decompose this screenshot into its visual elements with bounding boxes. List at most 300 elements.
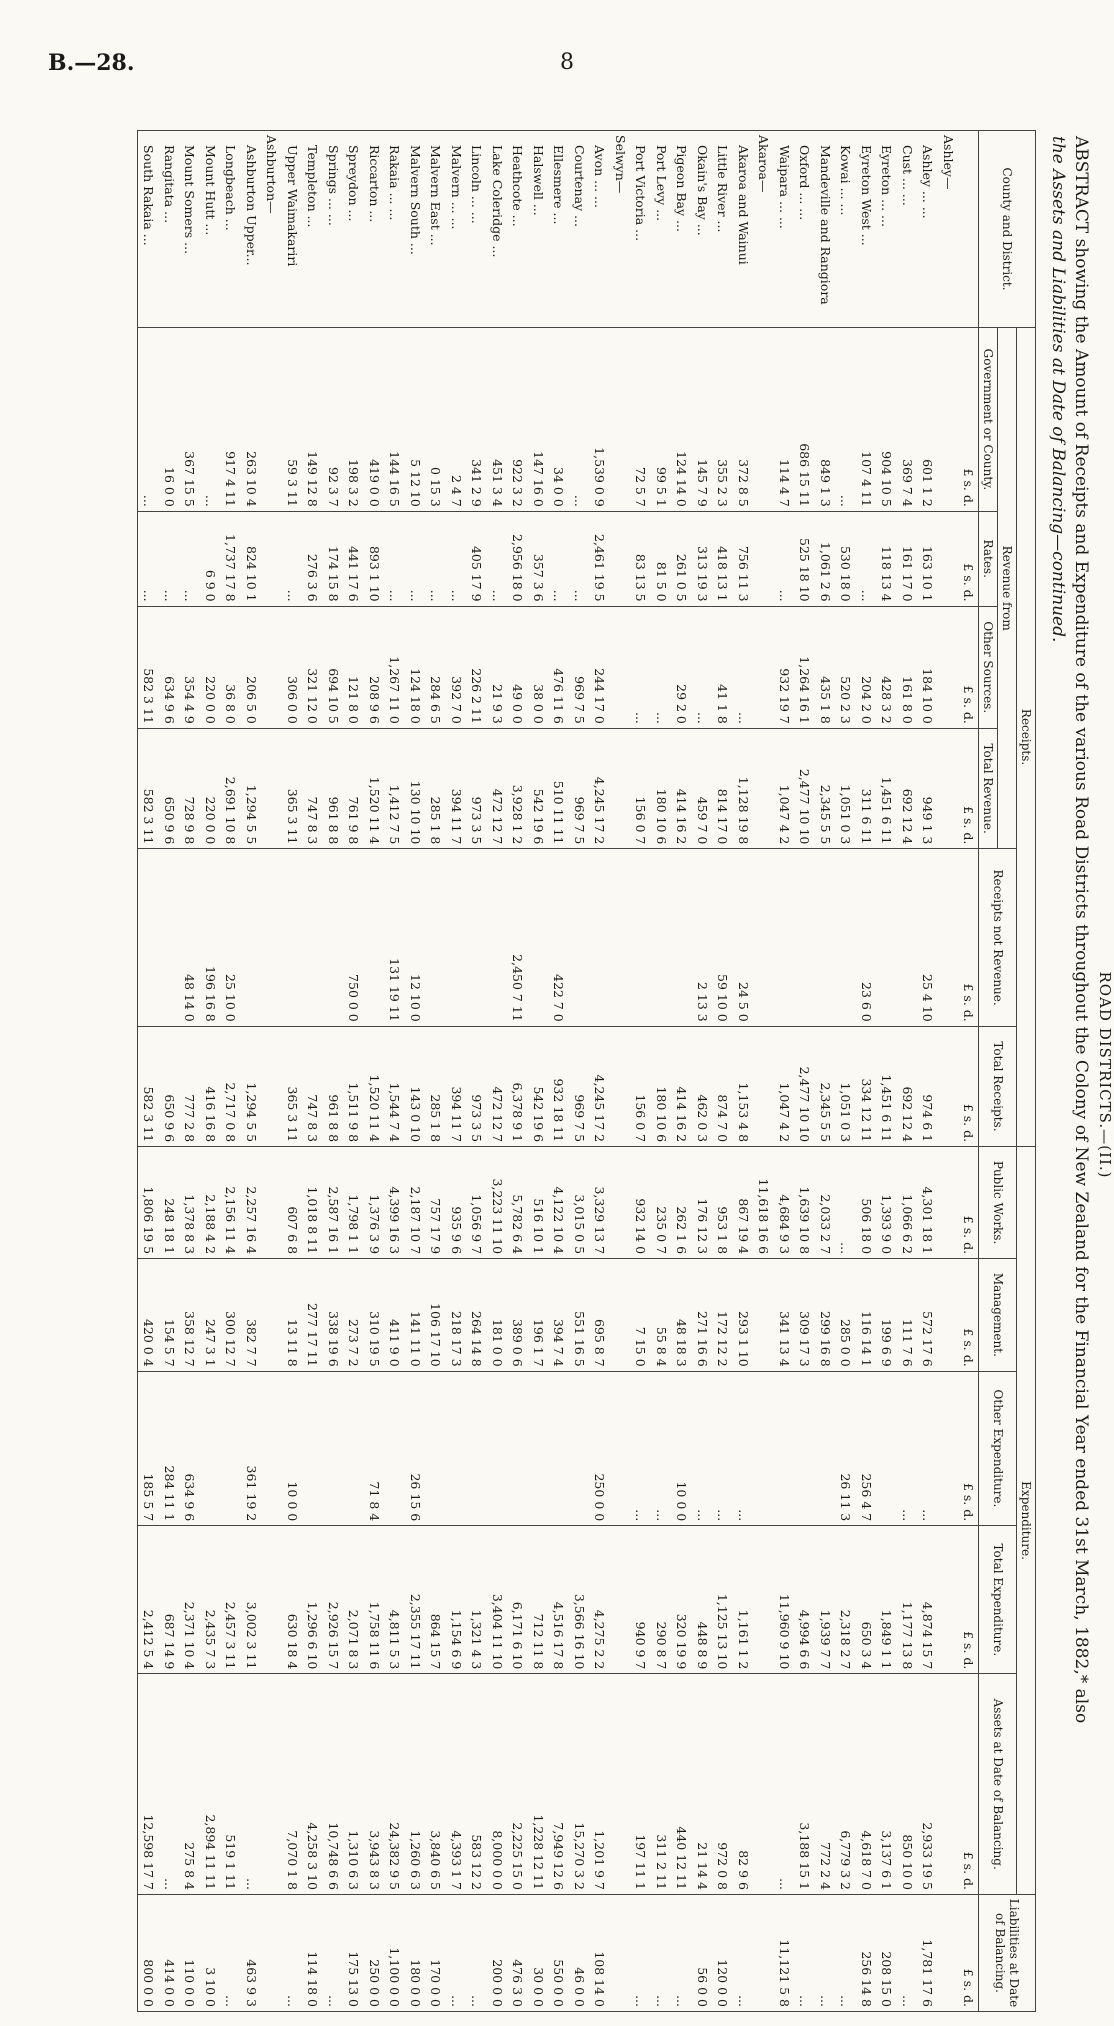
table-cell: ... <box>199 328 220 512</box>
table-cell: ... <box>732 606 753 728</box>
table-cell <box>281 849 302 1026</box>
table-cell <box>609 1026 630 1146</box>
table-cell: 180 10 6 <box>650 728 671 849</box>
district-name: Malvern East ... <box>425 131 446 328</box>
table-cell: 7 15 0 <box>630 1259 651 1372</box>
table-cell: 206 5 0 <box>240 606 261 728</box>
table-row <box>589 131 610 2012</box>
table-cell: 712 11 8 <box>527 1526 548 1674</box>
table-row <box>896 131 917 2012</box>
table-cell <box>753 606 774 728</box>
table-cell: 1,154 6 9 <box>445 1526 466 1674</box>
table-cell: 120 0 0 <box>712 1895 733 2012</box>
subtitle-line-2: the Assets and Liabilities at Date of Balancing—continued. <box>1048 136 1069 643</box>
unit-label: £ s. d. <box>958 1526 979 1674</box>
table-cell <box>650 849 671 1026</box>
table-cell: 516 10 1 <box>527 1147 548 1259</box>
table-cell: ... <box>835 328 856 512</box>
table-row <box>404 131 425 2012</box>
table-cell: 1,412 7 5 <box>384 728 405 849</box>
table-cell: ... <box>630 606 651 728</box>
table-row <box>240 131 261 2012</box>
table-cell: 582 3 11 <box>137 606 158 728</box>
table-cell: 428 3 2 <box>876 606 897 728</box>
table-cell <box>445 1371 466 1526</box>
table-cell: 365 3 11 <box>281 728 302 849</box>
table-cell: 932 18 11 <box>548 1026 569 1146</box>
table-cell: 261 0 5 <box>671 511 692 606</box>
table-body <box>137 131 979 2012</box>
table-cell <box>363 849 384 1026</box>
table-cell <box>753 1674 774 1895</box>
table-cell: ... <box>794 1895 815 2012</box>
table-cell: 26 15 6 <box>404 1371 425 1526</box>
table-cell: ... <box>158 511 179 606</box>
table-cell: 3,015 0 5 <box>568 1147 589 1259</box>
table-cell: 694 10 5 <box>322 606 343 728</box>
table-cell: 2,412 5 4 <box>137 1526 158 1674</box>
table-cell: 2,461 19 5 <box>589 511 610 606</box>
table-cell <box>445 849 466 1026</box>
unit-label: £ s. d. <box>958 511 979 606</box>
table-cell: 4,122 10 4 <box>548 1147 569 1259</box>
table-cell: ... <box>220 1895 241 2012</box>
table-cell: ... <box>425 511 446 606</box>
table-cell: 530 18 0 <box>835 511 856 606</box>
table-cell <box>137 849 158 1026</box>
county-row <box>753 131 774 2012</box>
table-cell: 1,520 11 4 <box>363 1026 384 1146</box>
table-cell <box>261 328 282 512</box>
table-cell <box>261 1259 282 1372</box>
col-government: Government or County. <box>979 328 998 512</box>
table-cell: 1,047 4 2 <box>773 728 794 849</box>
table-cell: 864 15 7 <box>425 1526 446 1674</box>
table-cell: 38 0 0 <box>527 606 548 728</box>
table-cell: 161 8 0 <box>896 606 917 728</box>
table-cell: ... <box>568 328 589 512</box>
table-cell: 145 7 9 <box>691 328 712 512</box>
table-cell: 687 14 9 <box>158 1526 179 1674</box>
table-row <box>876 131 897 2012</box>
unit-label: £ s. d. <box>958 1147 979 1259</box>
table-cell: 3,404 11 10 <box>486 1526 507 1674</box>
table-cell: 922 3 2 <box>507 328 528 512</box>
table-cell: 634 9 6 <box>158 606 179 728</box>
table-cell: 414 16 2 <box>671 1026 692 1146</box>
table-cell: 144 16 5 <box>384 328 405 512</box>
unit-label: £ s. d. <box>958 1674 979 1895</box>
table-cell: 961 8 8 <box>322 728 343 849</box>
table-cell: 1,310 6 3 <box>343 1674 364 1895</box>
table-cell: 285 0 0 <box>835 1259 856 1372</box>
table-cell: ... <box>773 511 794 606</box>
table-cell: 2,355 17 11 <box>404 1526 425 1674</box>
unit-label: £ s. d. <box>958 849 979 1026</box>
table-cell: 29 2 0 <box>671 606 692 728</box>
table-cell <box>937 1026 958 1146</box>
table-cell: 583 12 2 <box>466 1674 487 1895</box>
table-cell: 357 3 6 <box>527 511 548 606</box>
district-name: Upper Waimakariri <box>281 131 302 328</box>
table-cell <box>937 606 958 728</box>
table-row <box>302 131 323 2012</box>
table-cell: 973 3 5 <box>466 728 487 849</box>
table-cell: 394 11 7 <box>445 728 466 849</box>
table-cell: 256 14 8 <box>855 1895 876 2012</box>
table-cell <box>261 1895 282 2012</box>
table-cell <box>937 1895 958 2012</box>
table-cell <box>343 1371 364 1526</box>
table-cell: 441 17 6 <box>343 511 364 606</box>
table-cell: 551 16 5 <box>568 1259 589 1372</box>
table-cell: 361 19 2 <box>240 1371 261 1526</box>
table-row <box>671 131 692 2012</box>
table-cell: ... <box>466 1895 487 2012</box>
district-name: Okain's Bay ... <box>691 131 712 328</box>
table-cell: 747 8 3 <box>302 1026 323 1146</box>
county-name: Selwyn— <box>609 131 630 328</box>
table-cell: 16 0 0 <box>158 328 179 512</box>
table-cell <box>507 1371 528 1526</box>
district-name: Riccarton ... <box>363 131 384 328</box>
table-cell: 932 14 0 <box>630 1147 651 1259</box>
table-cell <box>261 1147 282 1259</box>
table-cell: 114 4 7 <box>773 328 794 512</box>
table-cell: 1,051 0 3 <box>835 728 856 849</box>
table-cell <box>199 1371 220 1526</box>
district-name: South Rakaia ... <box>137 131 158 328</box>
table-cell <box>425 849 446 1026</box>
table-cell <box>753 328 774 512</box>
table-cell: 10,748 6 6 <box>322 1674 343 1895</box>
table-cell <box>261 1026 282 1146</box>
table-cell <box>609 1371 630 1526</box>
table-cell: 290 8 7 <box>650 1526 671 1674</box>
table-cell: 149 12 8 <box>302 328 323 512</box>
table-cell: 1,177 13 8 <box>896 1526 917 1674</box>
table-cell: 1,758 11 6 <box>363 1526 384 1674</box>
table-cell: 21 14 4 <box>691 1674 712 1895</box>
table-cell: 293 1 10 <box>732 1259 753 1372</box>
table-cell: 974 6 1 <box>917 1026 938 1146</box>
col-district: County and District. <box>979 131 1036 328</box>
table-cell: 156 0 7 <box>630 1026 651 1146</box>
unit-label: £ s. d. <box>958 1026 979 1146</box>
table-cell: 1,539 0 9 <box>589 328 610 512</box>
table-cell: 728 9 8 <box>179 728 200 849</box>
table-cell: 306 0 0 <box>281 606 302 728</box>
table-cell: 1,376 3 9 <box>363 1147 384 1259</box>
subtitle-line-1: ABSTRACT showing the Amount of Receipts and Expenditure of the various Road Districts throughout the Colony of New Zealand for the Financial Year ended 31st March, 1882,* also <box>1071 136 1091 1724</box>
table-cell: ... <box>917 1371 938 1526</box>
table-cell: 1,267 11 0 <box>384 606 405 728</box>
table-cell <box>527 1371 548 1526</box>
table-cell: 917 4 11 <box>220 328 241 512</box>
table-cell: 220 0 0 <box>199 606 220 728</box>
table-cell: 2,257 16 4 <box>240 1147 261 1259</box>
table-cell: 250 0 0 <box>589 1371 610 1526</box>
table-cell: 250 0 0 <box>363 1895 384 2012</box>
table-cell: ... <box>773 1674 794 1895</box>
table-cell: 59 3 11 <box>281 328 302 512</box>
col-liabilities: Liabilities at Date of Balancing. <box>979 1895 1036 2012</box>
col-other-sources: Other Sources. <box>979 606 998 728</box>
district-name: Lincoln ... ... <box>466 131 487 328</box>
table-cell <box>753 1026 774 1146</box>
table-cell: 2,071 8 3 <box>343 1526 364 1674</box>
table-cell: 949 1 3 <box>917 728 938 849</box>
table-cell <box>937 1259 958 1372</box>
table-cell: 506 18 0 <box>855 1147 876 1259</box>
table-cell: 392 7 0 <box>445 606 466 728</box>
table-cell <box>609 1674 630 1895</box>
district-name: Eyreton ... ... <box>876 131 897 328</box>
table-cell: 199 6 9 <box>876 1259 897 1372</box>
table-cell: 121 8 0 <box>343 606 364 728</box>
table-cell: 200 0 0 <box>486 1895 507 2012</box>
table-cell: 59 10 0 <box>712 849 733 1026</box>
table-cell: 198 3 2 <box>343 328 364 512</box>
col-other-expenditure: Other Expenditure. <box>979 1371 1017 1526</box>
table-cell: ... <box>855 511 876 606</box>
table-cell <box>937 511 958 606</box>
table-cell: 1,260 6 3 <box>404 1674 425 1895</box>
table-cell <box>302 849 323 1026</box>
table-cell: 440 12 11 <box>671 1674 692 1895</box>
table-cell <box>609 606 630 728</box>
table-cell: 582 3 11 <box>137 1026 158 1146</box>
col-total-receipts: Total Receipts. <box>979 1026 1017 1146</box>
table-row <box>158 131 179 2012</box>
table-cell: 695 8 7 <box>589 1259 610 1372</box>
district-name: Templeton ... <box>302 131 323 328</box>
table-cell: 4,994 6 6 <box>794 1526 815 1674</box>
table-cell: 969 7 5 <box>568 606 589 728</box>
table-cell <box>753 728 774 849</box>
table-cell: 814 17 0 <box>712 728 733 849</box>
table-cell: 750 0 0 <box>343 849 364 1026</box>
table-cell: ... <box>896 1895 917 2012</box>
table-cell: 99 5 1 <box>650 328 671 512</box>
district-name: Springs ... ... <box>322 131 343 328</box>
district-name: Port Victoria ... <box>630 131 651 328</box>
district-name: Oxford ... ... <box>794 131 815 328</box>
table-cell: 196 1 7 <box>527 1259 548 1372</box>
table-cell <box>261 511 282 606</box>
table-cell: 114 18 0 <box>302 1895 323 2012</box>
table-cell: ... <box>158 1674 179 1895</box>
table-cell: 369 7 4 <box>896 328 917 512</box>
table-cell <box>261 728 282 849</box>
table-cell: ... <box>548 511 569 606</box>
table-cell: 772 2 4 <box>814 1674 835 1895</box>
table-cell: 72 5 7 <box>630 328 651 512</box>
table-cell: 25 10 0 <box>220 849 241 1026</box>
table-cell: 953 1 8 <box>712 1147 733 1259</box>
table-cell: 235 0 7 <box>650 1147 671 1259</box>
table-cell: 338 19 6 <box>322 1259 343 1372</box>
table-cell <box>609 849 630 1026</box>
page-reference: B.—28. <box>48 50 135 76</box>
table-cell: 756 11 3 <box>732 511 753 606</box>
table-cell: 1,511 9 8 <box>343 1026 364 1146</box>
district-name: Little River ... <box>712 131 733 328</box>
table-cell: 108 14 0 <box>589 1895 610 2012</box>
road-districts-table <box>137 130 1037 2012</box>
table-cell: 248 18 1 <box>158 1147 179 1259</box>
table-cell: 161 17 0 <box>896 511 917 606</box>
table-cell: 1,544 7 4 <box>384 1026 405 1146</box>
table-cell: 510 11 11 <box>548 728 569 849</box>
table-cell: 1,294 5 5 <box>240 1026 261 1146</box>
table-cell <box>876 1371 897 1526</box>
table-cell: 650 9 6 <box>158 1026 179 1146</box>
table-cell: 170 0 0 <box>425 1895 446 2012</box>
table-cell: 81 5 0 <box>650 511 671 606</box>
table-cell: 601 1 2 <box>917 328 938 512</box>
table-cell <box>302 1371 323 1526</box>
table-cell <box>609 1895 630 2012</box>
table-cell: 1,128 19 8 <box>732 728 753 849</box>
table-cell: 2,894 11 11 <box>199 1674 220 1895</box>
table-cell: 124 14 0 <box>671 328 692 512</box>
table-cell: 476 3 0 <box>507 1895 528 2012</box>
table-row <box>384 131 405 2012</box>
table-cell <box>937 1674 958 1895</box>
table-cell: 2,318 2 7 <box>835 1526 856 1674</box>
district-name: Rangitata ... <box>158 131 179 328</box>
table-cell <box>937 1526 958 1674</box>
unit-label: £ s. d. <box>958 728 979 849</box>
district-name: Spreydon ... <box>343 131 364 328</box>
table-cell: ... <box>712 1371 733 1526</box>
table-cell: 6,171 6 10 <box>507 1526 528 1674</box>
table-cell: 175 13 0 <box>343 1895 364 2012</box>
table-cell <box>466 1371 487 1526</box>
table-cell <box>937 849 958 1026</box>
table-cell: 21 9 3 <box>486 606 507 728</box>
table-cell <box>937 328 958 512</box>
table-cell: ... <box>240 1674 261 1895</box>
district-name: Port Levy ... <box>650 131 671 328</box>
table-cell: ... <box>445 1895 466 2012</box>
table-cell: ... <box>137 511 158 606</box>
table-cell: 1,378 8 3 <box>179 1147 200 1259</box>
table-cell: 650 9 6 <box>158 728 179 849</box>
table-cell: 542 19 6 <box>527 1026 548 1146</box>
table-cell: 1,806 19 5 <box>137 1147 158 1259</box>
table-cell: 416 16 8 <box>199 1026 220 1146</box>
table-cell: 1,100 0 0 <box>384 1895 405 2012</box>
table-cell: 1,451 6 11 <box>876 728 897 849</box>
table-row <box>445 131 466 2012</box>
table-cell: 154 5 7 <box>158 1259 179 1372</box>
table-cell <box>261 606 282 728</box>
table-cell: 634 9 6 <box>179 1371 200 1526</box>
table-cell: 313 19 3 <box>691 511 712 606</box>
table-cell: 372 8 5 <box>732 328 753 512</box>
table-cell: 650 3 4 <box>855 1526 876 1674</box>
table-cell: 525 18 10 <box>794 511 815 606</box>
table-cell: 757 17 9 <box>425 1147 446 1259</box>
table-cell: 354 4 9 <box>179 606 200 728</box>
table-cell <box>425 1371 446 1526</box>
district-name: Avon ... ... <box>589 131 610 328</box>
table-cell: 6 9 0 <box>199 511 220 606</box>
table-cell: 4,874 15 7 <box>917 1526 938 1674</box>
table-cell: 932 19 7 <box>773 606 794 728</box>
table-cell <box>876 849 897 1026</box>
table-cell: 472 12 7 <box>486 728 507 849</box>
table-cell: 34 0 0 <box>548 328 569 512</box>
table-cell: 341 2 9 <box>466 328 487 512</box>
table-cell: 4,399 16 3 <box>384 1147 405 1259</box>
table-cell: 6,779 3 2 <box>835 1674 856 1895</box>
table-cell: 1,781 17 6 <box>917 1895 938 2012</box>
table-row <box>425 131 446 2012</box>
col-rates: Rates. <box>979 511 998 606</box>
table-cell: 435 1 8 <box>814 606 835 728</box>
table-cell: 542 19 6 <box>527 728 548 849</box>
table-cell: 2,345 5 5 <box>814 1026 835 1146</box>
col-total-expenditure: Total Expenditure. <box>979 1526 1017 1674</box>
table-cell: 7,070 1 8 <box>281 1674 302 1895</box>
table-cell <box>753 1895 774 2012</box>
district-name: Kowai ... ... <box>835 131 856 328</box>
district-name: Lake Coleridge ... <box>486 131 507 328</box>
table-row <box>343 131 364 2012</box>
table-cell: 3 10 0 <box>199 1895 220 2012</box>
table-cell: 262 1 6 <box>671 1147 692 1259</box>
table-cell: 180 10 6 <box>650 1026 671 1146</box>
table-cell: 208 15 0 <box>876 1895 897 2012</box>
unit-label: £ s. d. <box>958 606 979 728</box>
table-cell: 1,201 9 7 <box>589 1674 610 1895</box>
table-cell: 11,960 9 10 <box>773 1526 794 1674</box>
unit-label: £ s. d. <box>958 1371 979 1526</box>
table-cell: 311 2 11 <box>650 1674 671 1895</box>
table-title: ROAD DISTRICTS.—(II.) <box>1096 971 1114 1179</box>
table-cell <box>609 1147 630 1259</box>
table-cell: 300 12 7 <box>220 1259 241 1372</box>
table-cell: 197 11 1 <box>630 1674 651 1895</box>
table-cell: 850 10 0 <box>896 1674 917 1895</box>
col-public-works: Public Works. <box>979 1147 1017 1259</box>
table-cell: 124 18 0 <box>404 606 425 728</box>
district-name: Akaroa and Wainui <box>732 131 753 328</box>
table-row <box>732 131 753 2012</box>
table-cell: 1,228 12 11 <box>527 1674 548 1895</box>
table-cell: 2,587 16 1 <box>322 1147 343 1259</box>
table-cell: 276 3 6 <box>302 511 323 606</box>
table-cell: 1,451 6 11 <box>876 1026 897 1146</box>
table-cell: 321 12 0 <box>302 606 323 728</box>
table-row <box>281 131 302 2012</box>
table-cell: ... <box>732 1371 753 1526</box>
table-cell: 414 16 2 <box>671 728 692 849</box>
table-cell: 3,002 3 11 <box>240 1526 261 1674</box>
table-cell: 2,477 10 10 <box>794 728 815 849</box>
table-cell: 299 16 8 <box>814 1259 835 1372</box>
table-cell: 2,450 7 11 <box>507 849 528 1026</box>
table-row <box>486 131 507 2012</box>
table-cell: 969 7 5 <box>568 1026 589 1146</box>
table-row <box>917 131 938 2012</box>
table-cell: ... <box>179 511 200 606</box>
table-row <box>137 131 158 2012</box>
table-cell <box>240 849 261 1026</box>
